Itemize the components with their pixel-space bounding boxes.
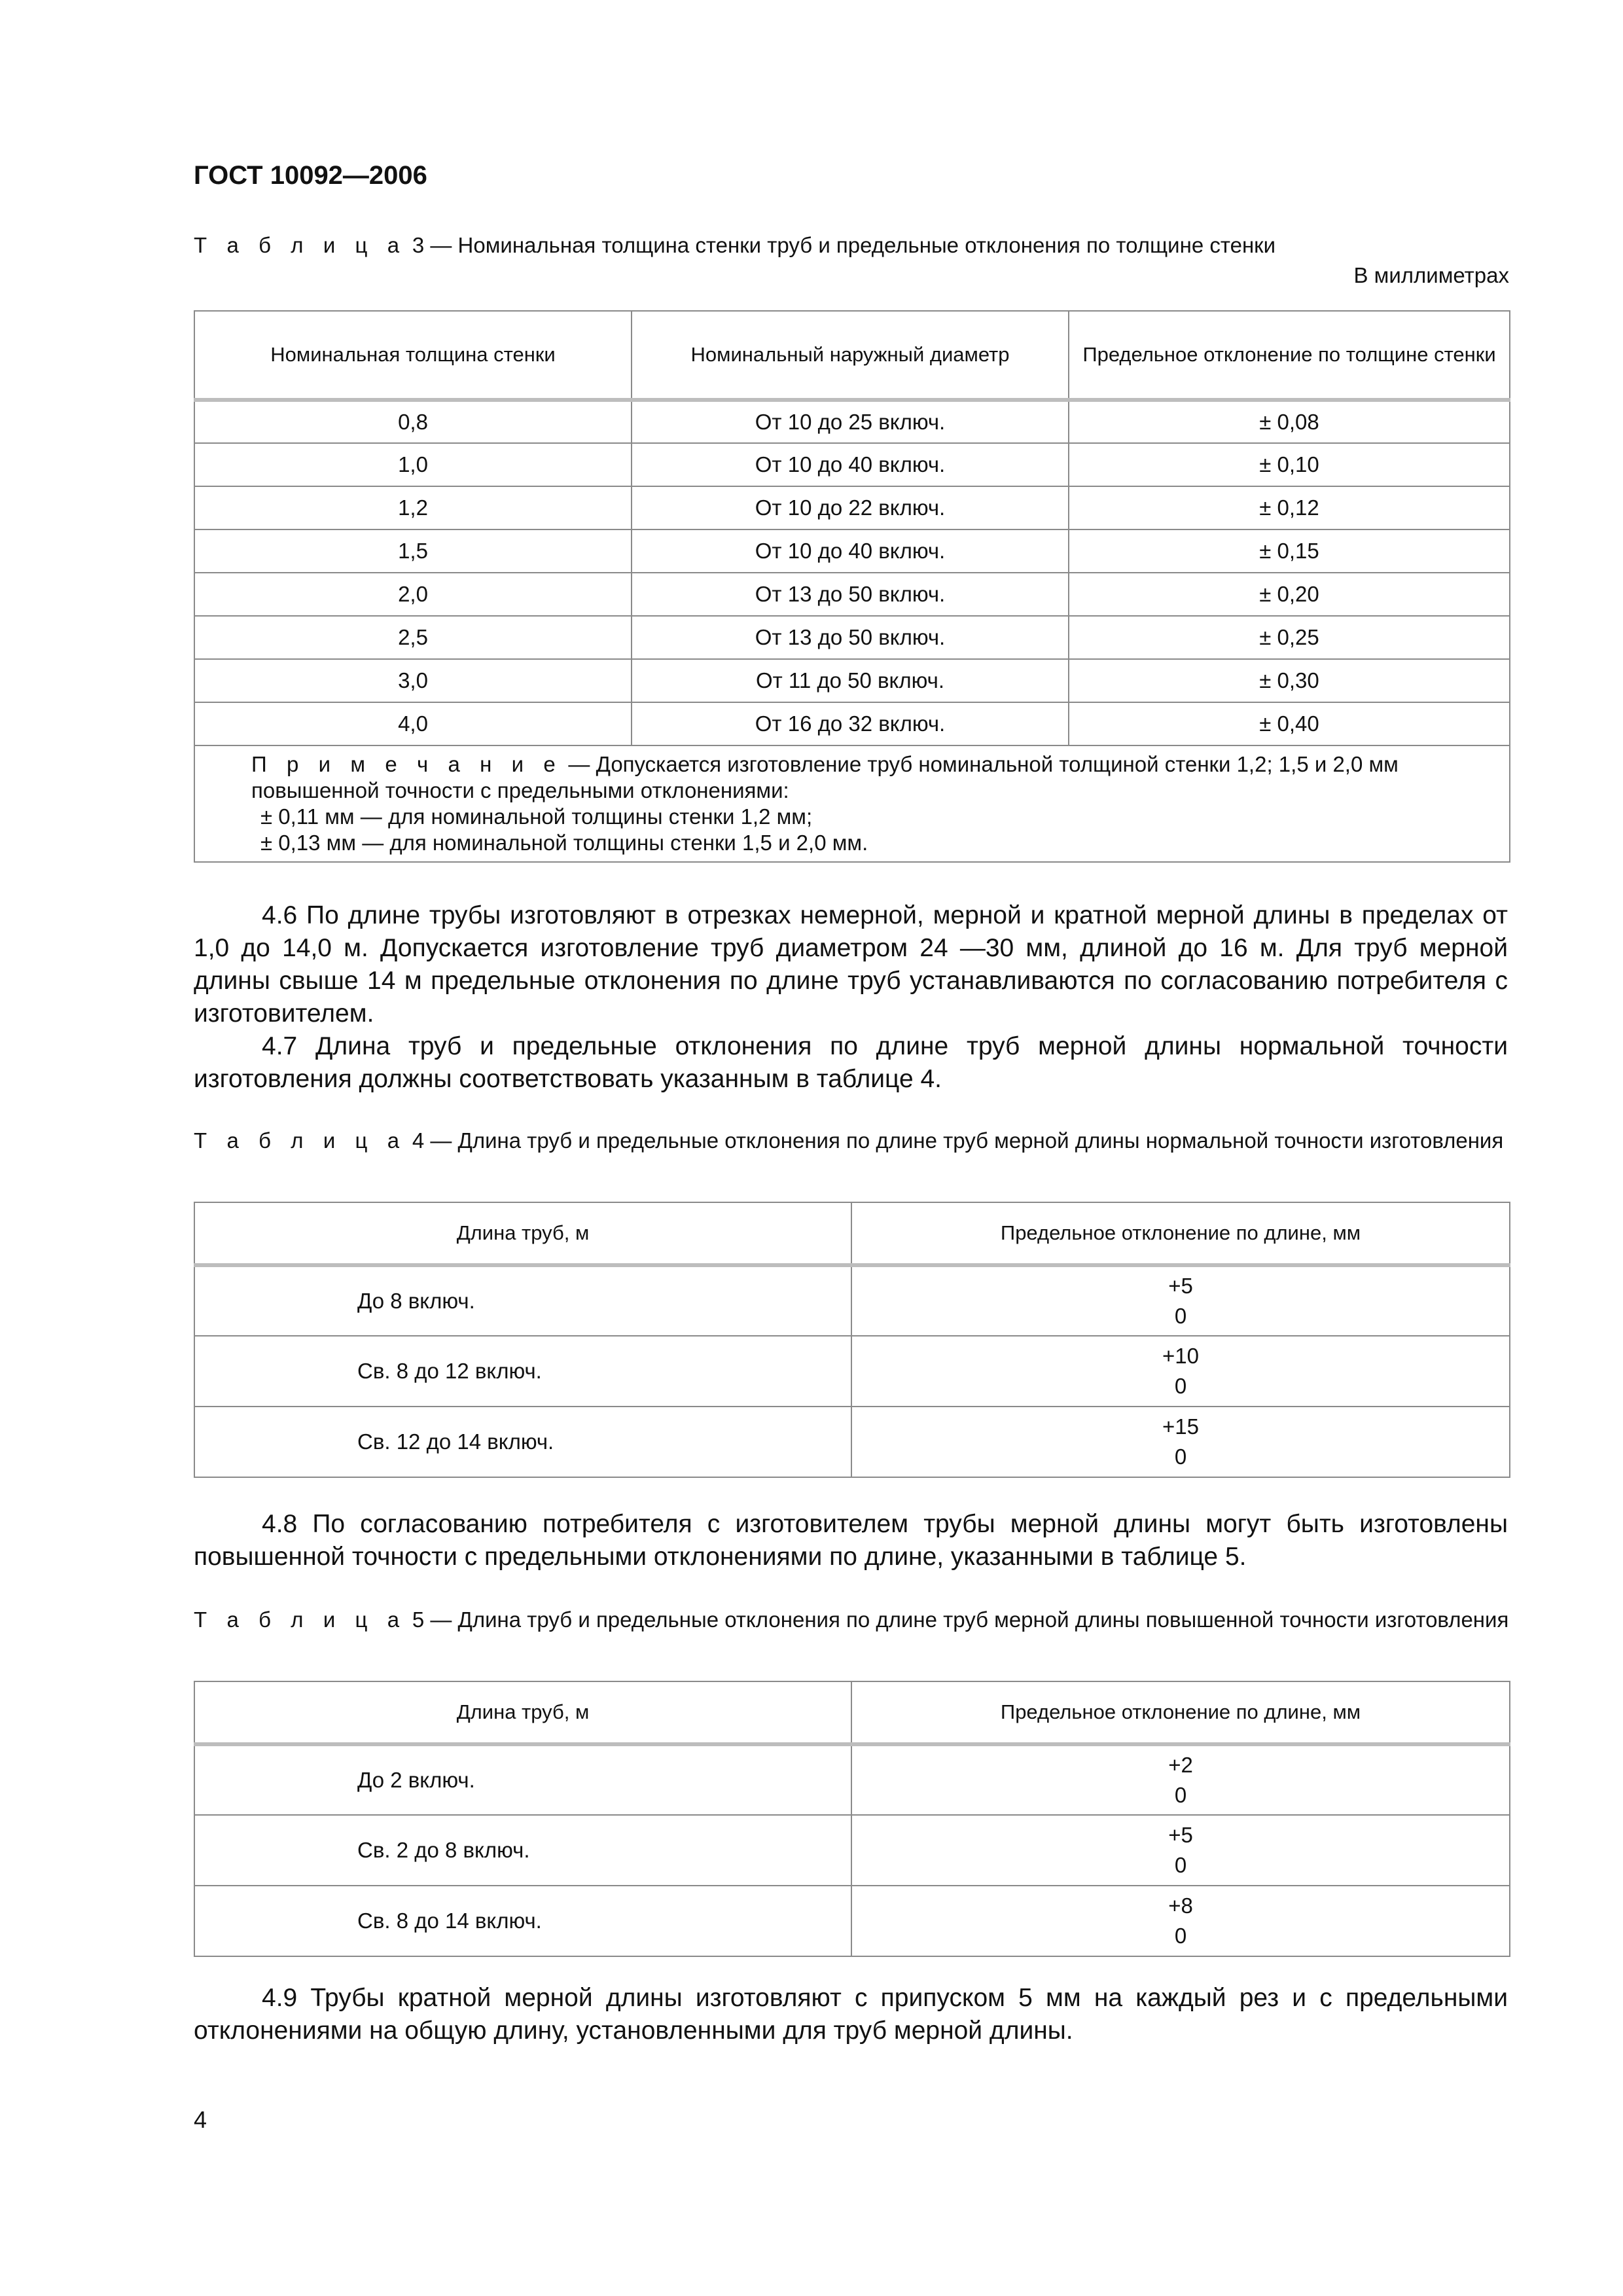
section-text-4-6-4-7 [194, 899, 1508, 1096]
table-row [194, 1815, 1510, 1886]
upper-deviation: +10 [1162, 1344, 1199, 1368]
deviation-cell [851, 1336, 1510, 1407]
table4-caption-prefix: Т а б л и ц а [194, 1128, 406, 1153]
table5-caption-prefix: Т а б л и ц а [194, 1607, 406, 1632]
deviation-cell [851, 1407, 1510, 1477]
section-text-4-8 [194, 1508, 1508, 1573]
deviation-cell [851, 1886, 1510, 1956]
table3-caption-text: 3 — Номинальная толщина стенки труб и предельные отклонения по толщине стенки [412, 233, 1276, 257]
table-row [194, 1336, 1510, 1407]
length-cell: Св. 2 до 8 включ. [194, 1815, 851, 1886]
upper-deviation: +8 [1168, 1893, 1193, 1918]
thickness-cell: 1,0 [194, 443, 632, 486]
length-cell: Св. 8 до 14 включ. [194, 1886, 851, 1956]
table5-header-row [194, 1681, 1510, 1744]
diameter-cell: От 10 до 40 включ. [632, 443, 1069, 486]
table5-col-deviation: Предельное отклонение по длине, мм [851, 1681, 1510, 1744]
note-line-2: ± 0,13 мм — для номинальной толщины стенки 1,5 и 2,0 мм. [260, 831, 868, 855]
table3-units: В миллиметрах [1353, 263, 1509, 287]
thickness-cell: 3,0 [194, 659, 632, 702]
table3-header-row [194, 311, 1510, 400]
length-cell: До 8 включ. [194, 1265, 851, 1336]
lower-deviation: 0 [1174, 1924, 1187, 1948]
deviation-cell: ± 0,20 [1069, 573, 1510, 616]
paragraph-4-8: 4.8 По согласованию потребителя с изготовителем трубы мерной длины могут быть изготовлены повышенной точности с предельными отклонениями по длине, указанными в таблице 5. [194, 1510, 1508, 1571]
note-prefix: П р и м е ч а н и е [251, 752, 563, 776]
table-row [194, 1407, 1510, 1477]
table-row [194, 486, 1510, 529]
table4-col-length: Длина труб, м [194, 1202, 851, 1265]
table3-caption-prefix: Т а б л и ц а [194, 233, 406, 257]
diameter-cell: От 16 до 32 включ. [632, 702, 1069, 745]
table3-col-thickness: Номинальная толщина стенки [194, 311, 632, 400]
upper-deviation: +5 [1168, 1823, 1193, 1847]
table5-caption [194, 1605, 1509, 1635]
deviation-cell [851, 1744, 1510, 1815]
table5 [194, 1681, 1510, 1957]
thickness-cell: 0,8 [194, 400, 632, 443]
thickness-cell: 2,5 [194, 616, 632, 659]
table3-caption [194, 230, 1509, 260]
thickness-cell: 1,2 [194, 486, 632, 529]
table-row [194, 443, 1510, 486]
diameter-cell: От 13 до 50 включ. [632, 616, 1069, 659]
table3 [194, 310, 1510, 863]
lower-deviation: 0 [1174, 1853, 1187, 1877]
deviation-cell: ± 0,08 [1069, 400, 1510, 443]
table-row [194, 1886, 1510, 1956]
upper-deviation: +2 [1168, 1753, 1193, 1777]
length-cell: Св. 12 до 14 включ. [194, 1407, 851, 1477]
deviation-cell: ± 0,25 [1069, 616, 1510, 659]
thickness-cell: 1,5 [194, 529, 632, 573]
table4-col-deviation: Предельное отклонение по длине, мм [851, 1202, 1510, 1265]
table-row [194, 400, 1510, 443]
deviation-cell: ± 0,10 [1069, 443, 1510, 486]
thickness-cell: 4,0 [194, 702, 632, 745]
diameter-cell: От 11 до 50 включ. [632, 659, 1069, 702]
length-cell: До 2 включ. [194, 1744, 851, 1815]
diameter-cell: От 13 до 50 включ. [632, 573, 1069, 616]
section-text-4-9 [194, 1982, 1508, 2047]
table4 [194, 1202, 1510, 1478]
table4-header-row [194, 1202, 1510, 1265]
lower-deviation: 0 [1174, 1304, 1187, 1328]
table-row [194, 659, 1510, 702]
paragraph-4-9: 4.9 Трубы кратной мерной длины изготовляют с припуском 5 мм на каждый рез и с предельными отклонениями на общую длину, установленными для труб мерной длины. [194, 1984, 1508, 2045]
diameter-cell: От 10 до 22 включ. [632, 486, 1069, 529]
page-number: 4 [194, 2106, 207, 2133]
note-text: — Допускается изготовление труб номинальной толщиной стенки 1,2; 1,5 и 2,0 мм повышенной точности с предельными отклонениями: [251, 752, 1399, 802]
diameter-cell: От 10 до 25 включ. [632, 400, 1069, 443]
table5-col-length: Длина труб, м [194, 1681, 851, 1744]
thickness-cell: 2,0 [194, 573, 632, 616]
deviation-cell [851, 1265, 1510, 1336]
note-line-1: ± 0,11 мм — для номинальной толщины стенки 1,2 мм; [260, 804, 813, 829]
table3-note-row [194, 745, 1510, 862]
deviation-cell: ± 0,15 [1069, 529, 1510, 573]
table5-caption-text: 5 — Длина труб и предельные отклонения по длине труб мерной длины повышенной точности изготовления [412, 1607, 1509, 1632]
deviation-cell: ± 0,40 [1069, 702, 1510, 745]
lower-deviation: 0 [1174, 1783, 1187, 1807]
upper-deviation: +15 [1162, 1414, 1199, 1439]
table3-col-deviation: Предельное отклонение по толщине стенки [1069, 311, 1510, 400]
table4-caption-text: 4 — Длина труб и предельные отклонения по длине труб мерной длины нормальной точности изготовления [412, 1128, 1504, 1153]
deviation-cell: ± 0,30 [1069, 659, 1510, 702]
lower-deviation: 0 [1174, 1444, 1187, 1469]
diameter-cell: От 10 до 40 включ. [632, 529, 1069, 573]
lower-deviation: 0 [1174, 1374, 1187, 1398]
table3-note [194, 745, 1510, 862]
document-code: ГОСТ 10092—2006 [194, 161, 427, 190]
table-row [194, 1744, 1510, 1815]
table-row [194, 573, 1510, 616]
deviation-cell [851, 1815, 1510, 1886]
table-row [194, 529, 1510, 573]
upper-deviation: +5 [1168, 1274, 1193, 1298]
paragraph-4-7: 4.7 Длина труб и предельные отклонения по длине труб мерной длины нормальной точности изготовления должны соответствовать указанным в таблице 4. [194, 1032, 1508, 1093]
deviation-cell: ± 0,12 [1069, 486, 1510, 529]
length-cell: Св. 8 до 12 включ. [194, 1336, 851, 1407]
table3-col-diameter: Номинальный наружный диаметр [632, 311, 1069, 400]
table-row [194, 616, 1510, 659]
table-row [194, 702, 1510, 745]
paragraph-4-6: 4.6 По длине трубы изготовляют в отрезках немерной, мерной и кратной мерной длины в пределах от 1,0 до 14,0 м. Допускается изготовление труб диаметром 24 —30 мм, длиной до 16 м. Для труб мерной длины свыше 14 м предельные отклонения по длине труб устанавливаются по согласованию потребителя с изготовителем. [194, 901, 1508, 1028]
table-row [194, 1265, 1510, 1336]
table4-caption [194, 1126, 1509, 1156]
